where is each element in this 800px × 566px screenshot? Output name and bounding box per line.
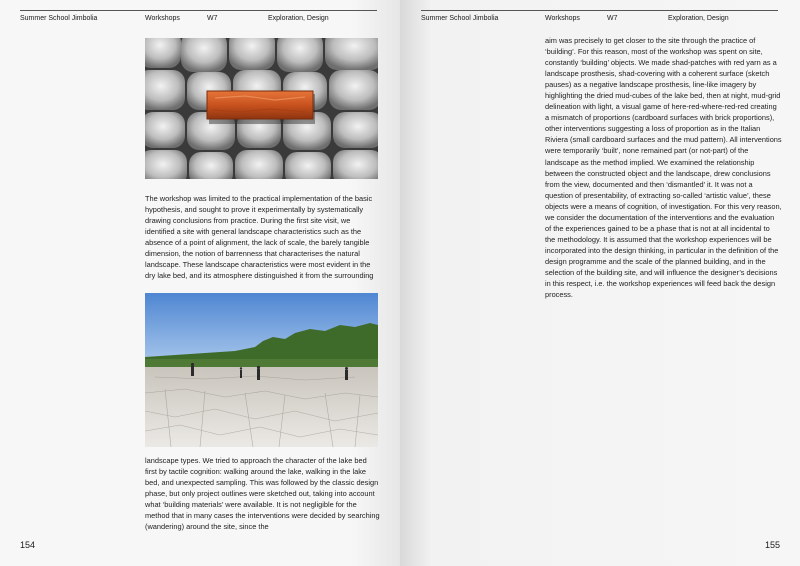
photo-dry-lake-bed (145, 293, 378, 447)
page-number: 155 (765, 540, 781, 550)
header-topic: Exploration, Design (668, 15, 729, 22)
paragraph: aim was precisely to get closer to the site through the practice of ‘building’. For this reason, most of the workshop was spent on site, constantly ‘building’ objects. We made shad-patches with red yarn as a landscape prosthesis, shad-covering with a coherent surface (sketch pauses) as a negative landscape prosthesis, line-like imagery by highlighting the dried mud-cubes of the lake bed, then at night, mud-grid delineation with light, a visual game of here-red-where-red-red creating a mismatch of proportions (cardboard surfaces with brick proportions), other interventions suggesting a loss of proportion as in the Italian Riviera (small cardboard surfaces and the mud pattern). All interventions were temporarily ‘built’, none remained part (or not-part) of the landscape as the method implied. We examined the relationship between the constructed object and the landscape, drew conclusions from the view, documented and then ‘dismantled’ it. It was not a question of presentability, of extracting so-called ‘artistic value’, these objects were a means of cognition, of investigation. For this very reason, we consider the documentation of the interventions and the evaluation of the experiences gained to be a phase that is not at all incidental to the methodology. It is assumed that the workshop experiences will be incorporated into the design thinking, in particular in the definition of the design programme and the scale of the planned building, and in the selection of the building site, and will influence the designer’s decisions in this respect, i.e. the workshop experiences will feed back the design process. (545, 36, 782, 300)
body-text (545, 35, 782, 300)
header-topic: Exploration, Design (268, 15, 329, 22)
paragraph: landscape types. We tried to approach the character of the lake bed first by tactile cognition: walking around the lake, walking in the lake bed, and unexpected sampling. This was followed by the classic design phase, but only project outlines were sketched out, taking into account what ‘building materials’ were available. It is not negligible for the method that in many cases the interventions were decided by searching (wandering) around the site, since the (145, 456, 380, 532)
header-rule (20, 10, 377, 11)
body-text-1 (145, 193, 380, 281)
header-school: Summer School Jimbolia (421, 15, 499, 22)
photo-brick-on-mud (145, 38, 378, 179)
header-code: W7 (207, 15, 218, 22)
paragraph: The workshop was limited to the practical implementation of the basic hypothesis, and sought to prove it experimentally by systematically drawing conclusions from practice. During the first site visit, we identified a site with general landscape characteristics such as the absence of a point of alignment, the lack of scale, the barely tangible dimension, the notion of barrenness that characterises the natural landscape. These landscape characteristics were most evident in the dry lake bed, and its atmosphere distinguished it from the surrounding (145, 194, 374, 281)
header-school: Summer School Jimbolia (20, 15, 98, 22)
header-section: Workshops (145, 15, 180, 22)
header-code: W7 (607, 15, 618, 22)
header-rule (421, 10, 778, 11)
header-section: Workshops (545, 15, 580, 22)
page-number: 154 (20, 540, 36, 550)
right-page (400, 0, 800, 566)
body-text-2 (145, 455, 380, 532)
